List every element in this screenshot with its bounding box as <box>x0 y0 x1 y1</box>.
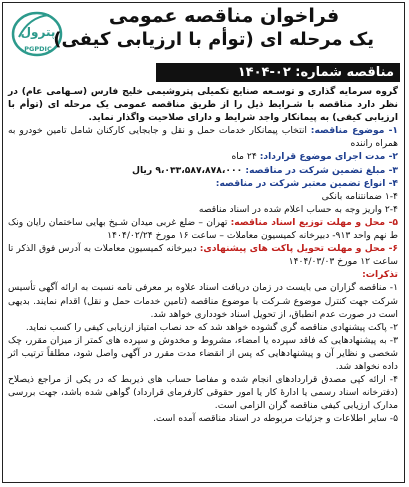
item-text: دبیرخانه کمیسیون معاملات به آدرس فوق الذکر تا ساعت ۱۲ مورخ ۱۴۰۴/۰۳/۰۳ <box>8 243 398 268</box>
item-bid-submission <box>8 242 398 268</box>
logo-sub: PGPDIC <box>24 45 52 53</box>
page-title: فراخوان مناقصه عمومی <box>108 5 340 27</box>
item-text: ۲۴ ماه <box>231 151 260 163</box>
item-text: ۹،۰۳۳،۵۸۷،۸۷۸،۰۰۰ ریال <box>131 164 246 176</box>
item-duration <box>8 150 398 163</box>
note-item: ۲- پاکت پیشنهادی مناقصه گری گشوده خواهد شد که حد نصاب امتیاز ارزیابی کیفی را کسب نماید. <box>25 321 398 333</box>
note-item: ۴- ارائه کپی مصدق قراردادهای انجام شده و مفاصا حساب های ذیربط که در یکی از مراجع ذیصلاح (دفترخانه اسناد رسمی یا ادارۀ کار یا امور حقوقی کارفرمای قرارداد) گواهی شده باشد، جهت بررسی مدارک ارزیابی کیفی مناقصه گران الزامی است. <box>8 374 398 412</box>
note-item: ۱- مناقصه گزاران می بایست در زمان دریافت اسناد علاوه بر معرفی نامه نسبت به ارائه آگهی تأسیس شرکت جهت کنترل موضوع شـرکت با موضوع مناقصه (تامین خدمات حمل و نقل) اقدام نمایند. بدیهی است در صورت عدم انطباق، از تحویل اسناد خودداری خواهد شد. <box>8 282 398 320</box>
tender-notice <box>2 2 405 483</box>
notice-body <box>8 85 398 425</box>
note-item: ۳- به پیشنهادهایی که فاقد سپرده یا امضاء، مشروط و مخدوش و سپرده های کمتر از میزان مقرر، چک شخصی و نظایر آن و پیشنهادهایی که پس از انقضاء مدت مقرر در آگهی واصل شود، مطلقاً ترتیب اثر داده نخواهد شد. <box>8 334 398 372</box>
logo-text: پترول <box>20 25 56 39</box>
item-label: ۳- مبلغ تضمین شرکت در مناقصه: <box>245 164 398 176</box>
item-guarantee-types <box>8 177 398 190</box>
tender-number-badge: مناقصه شماره: ۰۲-۱۴۰۴ <box>156 63 400 82</box>
item-label: ۱- موضوع مناقصه: <box>310 125 399 137</box>
item-text: انتخاب پیمانکار خدمات حمل و نقل و جابجایی کارکنان شامل تامین خودرو به همراه راننده <box>8 125 398 150</box>
item-text: تهران – ضلع غربی میدان شـیخ بهایی ساختمان رایان ونک ط نهم واحد ۹۱۳- دبیرخانه کمیسیون معاملات – ساعت ۱۶ مورخ ۱۴۰۴/۰۲/۲۴ <box>8 216 398 242</box>
header <box>3 3 404 61</box>
item-subject <box>8 124 398 150</box>
item-label: ۴- انواع تضمین معتبر شرکت در مناقصه: <box>215 177 398 189</box>
item-guarantee <box>8 164 398 177</box>
note-item: ۵- سایر اطلاعات و جزئیات مربوطه در اسناد مناقصه آمده است. <box>153 413 398 425</box>
page-subtitle: یک مرحله ای (توأم با ارزیابی کیفی) <box>53 29 374 50</box>
intro-paragraph: گروه سرمایه گذاری و توسـعه صنایع تکمیلی پتروشیمی خلیج فارس (سـهامی عام) در نظر دارد مناقصه با شـرایط ذیل را از طریق مناقصه عمومی یک مرحله ای (توأم با ارزیابی کیفی) به پیمانکار واجد شرایط و دارای صلاحیت واگذار نماید. <box>8 86 398 124</box>
item-label: ۲- مدت اجرای موضوع قرارداد: <box>259 151 398 163</box>
item-label: ۵- محل و مهلت توزیع اسناد مناقصه: <box>230 216 398 228</box>
sub-item: ۲-۴ واریز وجه به حساب اعلام شده در اسناد مناقصه <box>198 203 398 215</box>
sub-item: ۱-۴ ضمانتنامه بانکی <box>321 190 398 202</box>
item-document-distribution <box>8 216 398 242</box>
item-label: ۶- محل و مهلت تحویل پاکت های پیشنهادی: <box>199 243 398 255</box>
notes-title: تذکرات: <box>362 269 398 281</box>
